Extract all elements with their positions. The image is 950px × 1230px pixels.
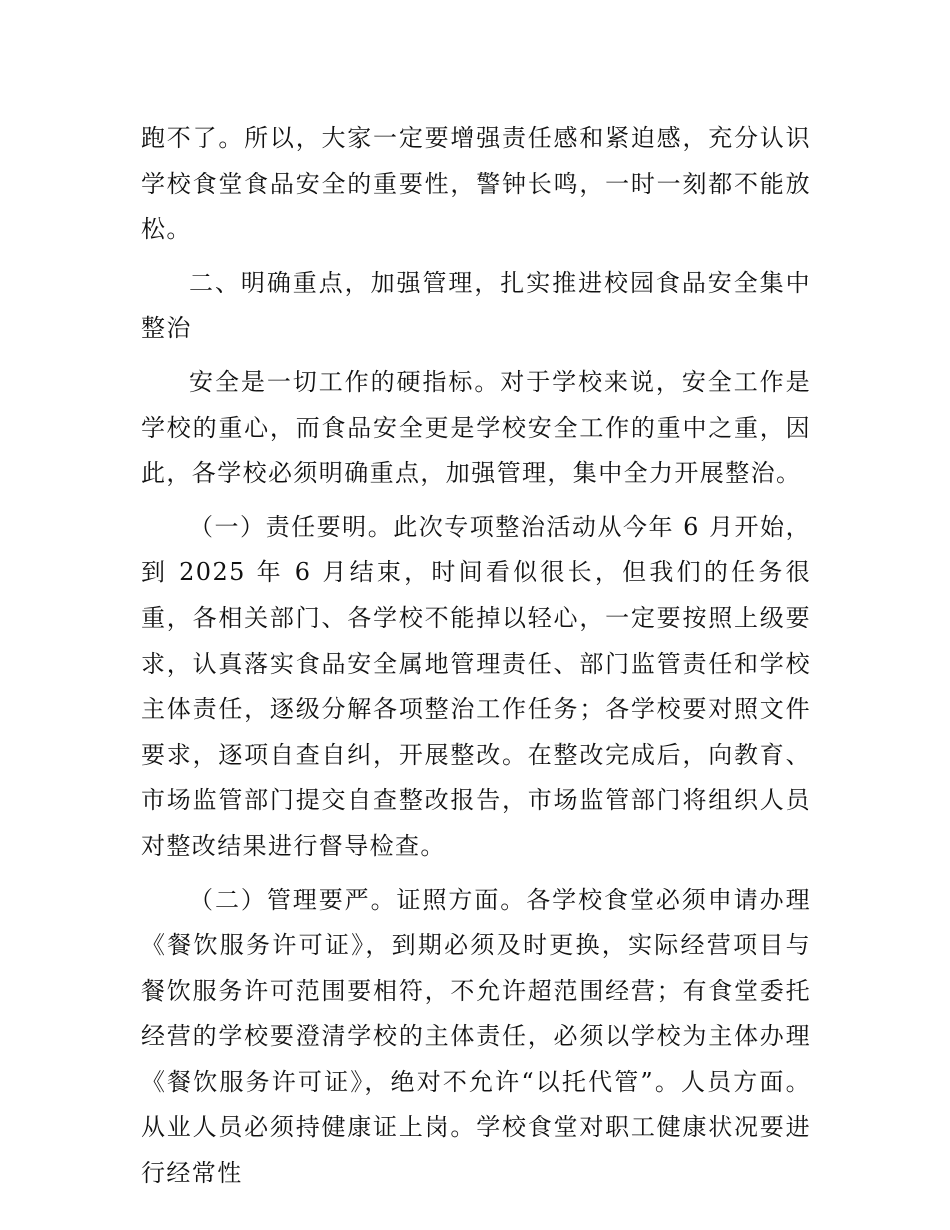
paragraph-responsibility: （一）责任要明。此次专项整治活动从今年 6 月开始，到 2025 年 6 月结束，时间看似很长，但我们的任务很重，各相关部门、各学校不能掉以轻心，一定要按照上级要求，认真落实食品安全属地管理责任、部门监管责任和学校主体责任，逐级分解各项整治工作任务；各学校要对照文件要求，逐项自查自纠，开展整改。在整改完成后，向教育、市场监管部门提交自查整改报告，市场监管部门将组织人员对整改结果进行督导检查。 [141, 512, 811, 860]
document-body [141, 116, 811, 1205]
section-heading: 二、明确重点，加强管理，扎实推进校园食品安全集中整治 [141, 268, 811, 343]
paragraph-intro: 安全是一切工作的硬指标。对于学校来说，安全工作是学校的重心，而食品安全更是学校安全工作的重中之重，因此，各学校必须明确重点，加强管理，集中全力开展整治。 [141, 367, 811, 488]
paragraph-continuation: 跑不了。所以，大家一定要增强责任感和紧迫感，充分认识学校食堂食品安全的重要性，警钟长鸣，一时一刻都不能放松。 [141, 124, 811, 244]
paragraph-management: （二）管理要严。证照方面。各学校食堂必须申请办理《餐饮服务许可证》，到期必须及时更换，实际经营项目与餐饮服务许可范围要相符，不允许超范围经营；有食堂委托经营的学校要澄清学校的主体责任，必须以学校为主体办理《餐饮服务许可证》，绝对不允许“以托代管”。人员方面。从业人员必须持健康证上岗。学校食堂对职工健康状况要进行经常性 [141, 885, 811, 1188]
